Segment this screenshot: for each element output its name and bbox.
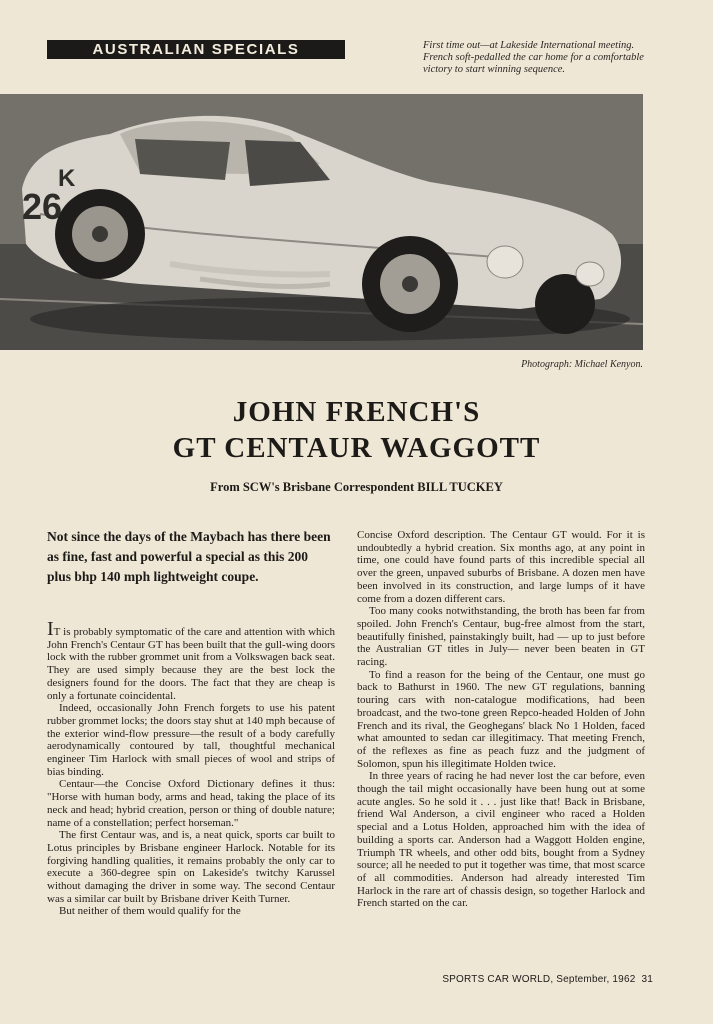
paragraph: Indeed, occasionally John French forgets to use his patent rubber grommet locks; the doors stay shut at 140 mph because of the exterior wind-flow pressure—the result of a body carefully aerodynamically contoured by tall, thoughtful mechanical engineer Tim Harlock with small pieces of wool and strips of bias binding. (47, 702, 335, 778)
car-letter: K (58, 165, 76, 192)
paragraph: Too many cooks notwithstanding, the broth has been far from spoiled. John French's Centaur, bug-free almost from the start, beautifully finished, painstakingly built, had — up to just before the Australian GT titles in July— never been beaten in GT racing. (357, 605, 645, 669)
car-number: 26 (22, 186, 63, 227)
right-column (357, 529, 645, 910)
paragraph-text: T is probably symptomatic of the care and attention with which John French's Centaur GT has been built that the gull-wing doors lock with the rubber grommet unit from a Volkswagen back seat. They are used simply because they are the best lock the designers found for the doors. The fact that they are cheap is only a fortunate coincidental. (47, 626, 335, 702)
paragraph: The first Centaur was, and is, a neat quick, sports car built to Lotus principles by Brisbane engineer Harlock. Notable for its forgiving handling qualities, it remains probably the only car to execute a 360-degree spin on Lakeside's twitchy Karussel without damaging the driver in some way. The second Centaur was a similar car built by Brisbane driver Keith Turner. (47, 829, 335, 905)
paragraph: Concise Oxford description. The Centaur GT would. For it is undoubtedly a hybrid creation. Six months ago, at any point in time, one could have found parts of this incredible special all over the green, unpaved suburbs of Brisbane. A dozen men have been involved in its construction, and large lumps of it have come from a dozen different cars. (357, 529, 645, 605)
section-tag: AUSTRALIAN SPECIALS (47, 40, 345, 59)
byline: From SCW's Brisbane Correspondent BILL TUCKEY (210, 480, 503, 494)
left-column (47, 618, 335, 918)
page-number: 31 (641, 974, 653, 985)
paragraph: Centaur—the Concise Oxford Dictionary defines it thus: "Horse with human body, arms and head, taking the place of its neck and head; hybrid creation, person or thing of double nature; name of a constellation; perfect horseman." (47, 778, 335, 829)
paragraph: To find a reason for the being of the Centaur, one must go back to Bathurst in 1960. The new GT regulations, banning touring cars with non-catalogue modifications, had been broadcast, and the two-tone green Repco-headed Holden of John French and its rival, the Geoghegans' black No 1 Holden, faced what amounted to sedan car illegitimacy. That meeting French, of the reflexes as fine as peach fuzz and the judgment of Solomon, spun his illegitimate Holden twice. (357, 668, 645, 770)
title-line-2: GT CENTAUR WAGGOTT (172, 432, 541, 464)
magazine-issue: SPORTS CAR WORLD, September, 1962 (442, 974, 636, 985)
drop-cap: I (47, 618, 54, 640)
race-car-photo (0, 94, 643, 350)
photo-caption: First time out—at Lakeside International meeting. French soft-pedalled the car home for a comfortable victory to start winning sequence. (423, 40, 644, 75)
paragraph (47, 618, 335, 702)
lead-paragraph: Not since the days of the Maybach has there been as fine, fast and powerful a special as this 200 plus bhp 140 mph lightweight coupe. (47, 529, 331, 584)
paragraph: But neither of them would qualify for the (59, 905, 241, 918)
article-title (0, 394, 713, 466)
page-footer (442, 974, 653, 985)
photo-credit: Photograph: Michael Kenyon. (521, 359, 643, 370)
paragraph: In three years of racing he had never lost the car before, even though the tail might occasionally have been hung out at some acute angles. So he sold it . . . just like that! Back in Brisbane, friend Wal Anderson, a civil engineer who raced a Holden special and a Lotus Holden, approached him with the idea of building a sports car. Anderson had a Waggott Holden engine, Triumph TR wheels, and other odd bits, bought from a Sydney source; all he needed to put it together was time, that most scarce of all commodities. Anderson had already interested Tim Harlock in the rare art of chassis design, so together Harlock and French started on the car. (357, 770, 645, 910)
title-line-1: JOHN FRENCH'S (232, 396, 481, 428)
